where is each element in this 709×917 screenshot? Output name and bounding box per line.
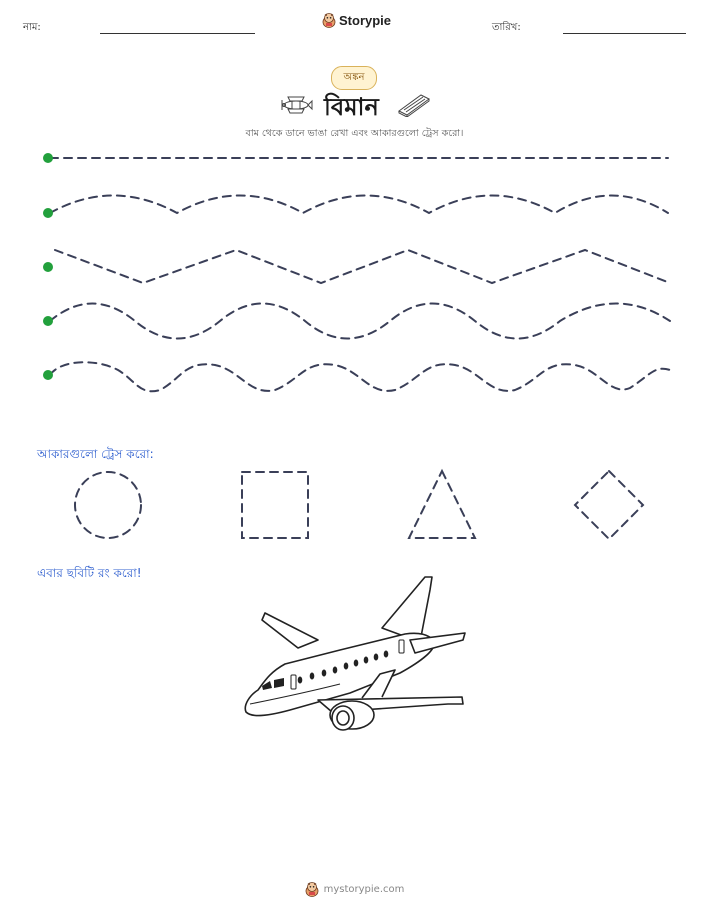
airplane-far-wing <box>262 613 318 648</box>
trace-circle <box>75 472 141 538</box>
trace-square <box>242 472 308 538</box>
start-dot <box>43 262 53 272</box>
trace-diamond <box>575 471 643 539</box>
toy-airplane-icon <box>278 89 314 119</box>
trace-line-wave <box>50 304 670 339</box>
start-dot <box>43 370 53 380</box>
brand <box>322 12 391 28</box>
instruction-text: বাম থেকে ডানে ভাঙা রেখা এবং আকারগুলো ট্রেস করো। <box>245 128 464 139</box>
airplane-tail-fin <box>382 577 432 642</box>
start-dot <box>43 153 53 163</box>
trace-line-arch <box>50 196 668 214</box>
shapes-heading: আকারগুলো ট্রেস করো: <box>37 447 154 461</box>
page-title: বিমান <box>324 93 379 121</box>
trace-line-scallop <box>50 362 670 391</box>
airplane-coloring-illustration[interactable] <box>236 570 472 740</box>
name-write-line[interactable] <box>100 33 255 34</box>
storypie-mascot-icon <box>322 12 336 28</box>
brand-name: Storypie <box>339 12 392 28</box>
wooden-plank-icon <box>397 93 431 117</box>
category-badge <box>331 66 377 90</box>
footer <box>0 881 709 897</box>
footer-site-link[interactable]: mystorypie.com <box>323 883 405 895</box>
trace-triangle <box>409 471 475 538</box>
date-write-line[interactable] <box>563 33 686 34</box>
tracing-lines[interactable] <box>0 140 709 400</box>
shape-tracing[interactable] <box>0 460 709 550</box>
category-badge-text: অঙ্কন <box>343 71 365 83</box>
name-label: নাম: <box>23 22 41 33</box>
start-dot <box>43 316 53 326</box>
date-label: তারিখ: <box>492 22 521 33</box>
trace-line-zigzag <box>55 250 670 283</box>
start-dot <box>43 208 53 218</box>
coloring-heading: এবার ছবিটি রং করো! <box>37 566 142 580</box>
storypie-mascot-icon <box>305 881 319 897</box>
